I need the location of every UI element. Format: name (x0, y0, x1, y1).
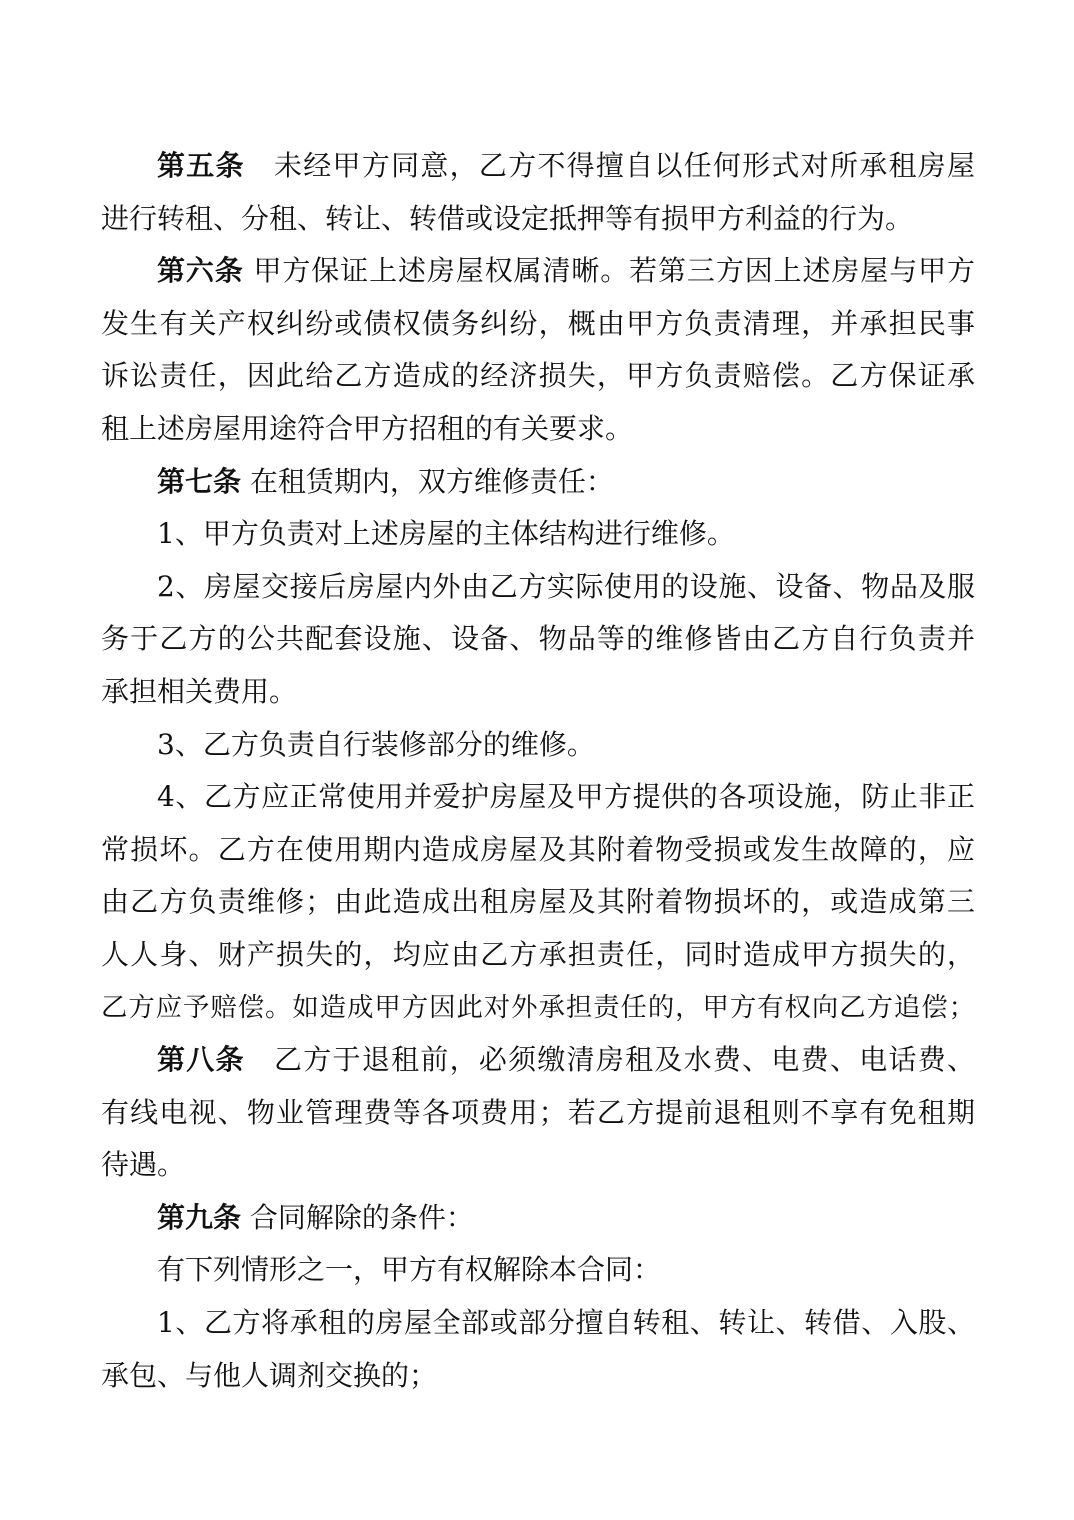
paragraph (101, 1244, 975, 1297)
clause-heading: 第九条 (157, 1200, 242, 1234)
line-text: 由乙方负责维修；由此造成出租房屋及其附着物损坏的，或造成第三 (101, 885, 975, 919)
clause-paragraph (101, 456, 975, 509)
clause-paragraph (101, 245, 975, 455)
document-body (101, 140, 975, 1402)
line-text: 承担相关费用。 (101, 674, 298, 708)
text-line (101, 613, 975, 666)
line-text: 1、乙方将承租的房屋全部或部分擅自转租、转让、转借、入股、 (157, 1306, 975, 1340)
line-text: 承包、与他人调剂交换的； (101, 1358, 438, 1392)
text-line (101, 824, 975, 877)
line-text: 务于乙方的公共配套设施、设备、物品等的维修皆由乙方自行负责并 (101, 622, 975, 656)
line-text: 4、乙方应正常使用并爱护房屋及甲方提供的各项设施，防止非正 (157, 780, 975, 814)
text-line (101, 1087, 975, 1140)
text-line (101, 298, 975, 351)
text-line (101, 1350, 975, 1403)
line-text: 有下列情形之一，甲方有权解除本合同： (157, 1253, 662, 1287)
text-line (101, 982, 975, 1035)
line-text: 未经甲方同意，乙方不得擅自以任何形式对所承租房屋 (244, 149, 975, 182)
line-text: 待遇。 (101, 1148, 186, 1182)
line-text: 人人身、财产损失的，均应由乙方承担责任，同时造成甲方损失的， (101, 937, 975, 971)
text-line (101, 245, 975, 298)
clause-paragraph (101, 1034, 975, 1192)
line-text: 租上述房屋用途符合甲方招租的有关要求。 (101, 411, 634, 445)
text-line (101, 350, 975, 403)
text-line (101, 719, 975, 772)
line-text: 有线电视、物业管理费等各项费用；若乙方提前退租则不享有免租期 (101, 1095, 975, 1129)
clause-paragraph (101, 140, 975, 245)
text-line (101, 508, 975, 561)
paragraph (101, 719, 975, 772)
text-line (101, 771, 975, 824)
text-line (101, 456, 975, 509)
line-text: 甲方保证上述房屋权属清晰。若第三方因上述房屋与甲方 (243, 254, 975, 288)
line-text: 在租赁期内，双方维修责任： (241, 464, 614, 498)
line-text: 发生有关产权纠纷或债权债务纠纷，概由甲方负责清理，并承担民事 (101, 306, 975, 340)
clause-heading: 第六条 (157, 254, 244, 288)
clause-heading: 第五条 (157, 149, 245, 182)
line-text: 1、甲方负责对上述房屋的主体结构进行维修。 (157, 517, 735, 551)
text-line (101, 193, 975, 246)
clause-paragraph (101, 1192, 975, 1245)
line-text: 进行转租、分租、转让、转借或设定抵押等有损甲方利益的行为。 (101, 201, 914, 235)
line-text: 诉讼责任，因此给乙方造成的经济损失，甲方负责赔偿。乙方保证承 (101, 359, 975, 393)
text-line (101, 666, 975, 719)
line-text: 乙方应予赔偿。如造成甲方因此对外承担责任的，甲方有权向乙方追偿； (101, 991, 975, 1023)
line-text: 合同解除的条件： (241, 1200, 474, 1234)
text-line (101, 1034, 975, 1087)
line-text: 3、乙方负责自行装修部分的维修。 (157, 727, 595, 761)
clause-heading: 第八条 (157, 1043, 245, 1077)
text-line (101, 929, 975, 982)
line-text: 乙方于退租前，必须缴清房租及水费、电费、电话费、 (244, 1043, 975, 1077)
text-line (101, 876, 975, 929)
paragraph (101, 561, 975, 719)
clause-heading: 第七条 (157, 464, 242, 498)
text-line (101, 561, 975, 614)
paragraph (101, 508, 975, 561)
text-line (101, 403, 975, 456)
paragraph (101, 1297, 975, 1402)
text-line (101, 1192, 975, 1245)
line-text: 2、房屋交接后房屋内外由乙方实际使用的设施、设备、物品及服 (157, 569, 975, 603)
text-line (101, 1244, 975, 1297)
line-text: 常损坏。乙方在使用期内造成房屋及其附着物受损或发生故障的，应 (101, 832, 975, 866)
text-line (101, 1139, 975, 1192)
text-line (101, 1297, 975, 1350)
paragraph (101, 771, 975, 1034)
text-line (101, 140, 975, 193)
